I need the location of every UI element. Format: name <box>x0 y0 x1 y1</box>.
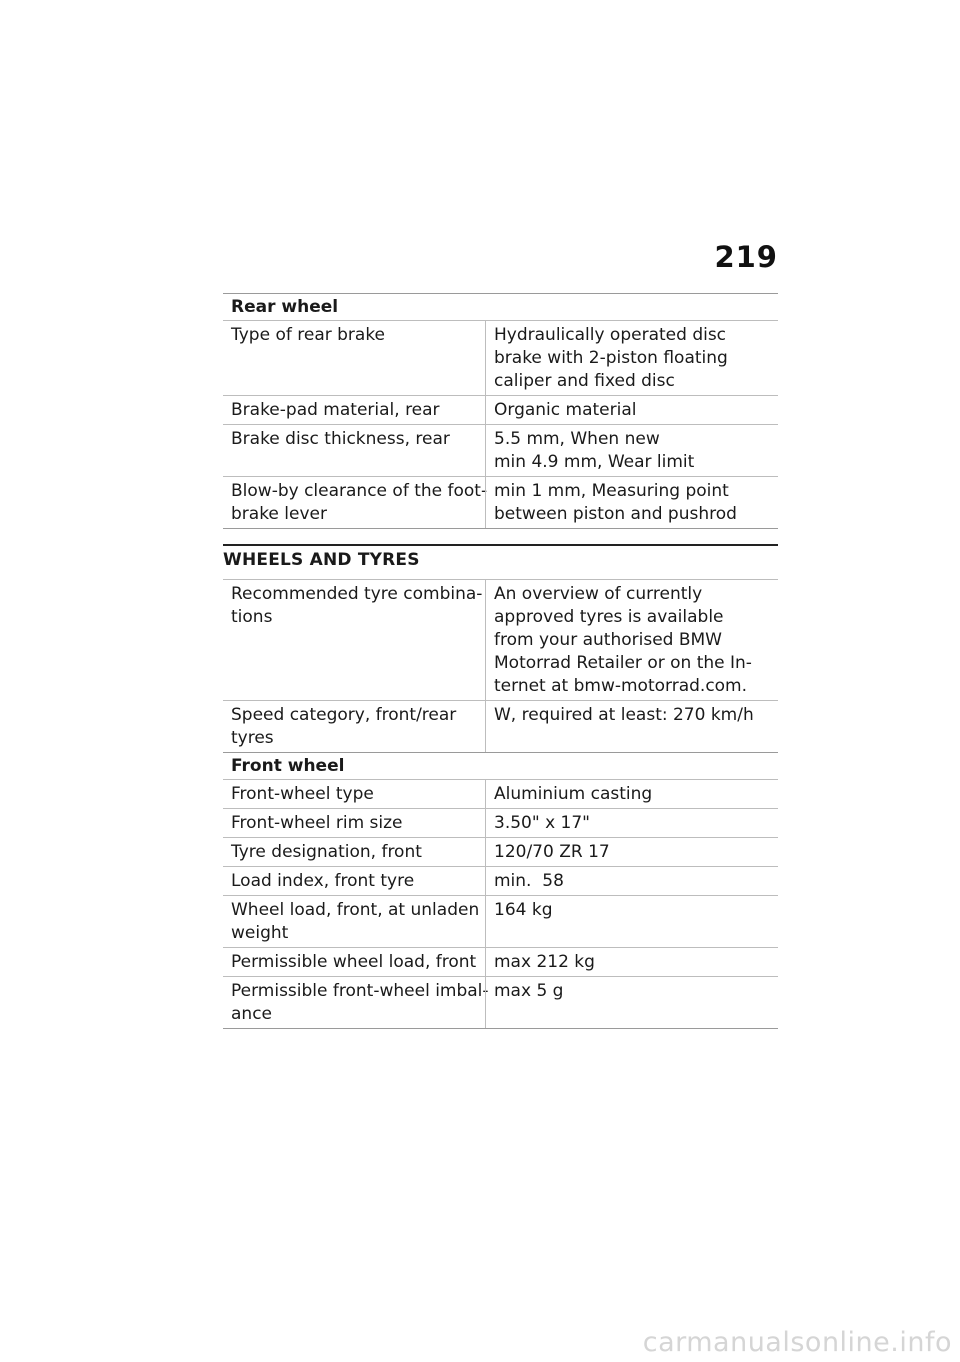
watermark: carmanualsonline.info <box>642 1327 952 1358</box>
table-row <box>223 700 778 752</box>
table-subheading-row <box>223 752 778 779</box>
table-row <box>223 976 778 1029</box>
rear-wheel-table <box>223 293 778 529</box>
table-row <box>223 895 778 947</box>
table-row <box>223 395 778 424</box>
spec-label: Brake disc thickness, rear <box>231 429 450 449</box>
spec-label: Front-wheel type <box>231 784 374 804</box>
document-content <box>223 293 778 1029</box>
spec-value: An overview of currently approved tyres is available from your authorised BMW Motorrad Retailer or on the In- ternet at bmw-motorrad.com. <box>485 580 778 700</box>
rear-wheel-heading: Rear wheel <box>231 297 339 317</box>
spec-label: Load index, front tyre <box>231 871 415 891</box>
spec-value: max 5 g <box>485 977 778 1028</box>
table-row <box>223 866 778 895</box>
spec-value: Organic material <box>485 396 778 424</box>
table-subheading-row <box>223 293 778 320</box>
spec-label: Type of rear brake <box>231 325 386 345</box>
table-row <box>223 947 778 976</box>
table-row <box>223 779 778 808</box>
table-row <box>223 808 778 837</box>
spec-value: 120/70 ZR 17 <box>485 838 778 866</box>
spec-label: Brake-pad material, rear <box>231 400 440 420</box>
spec-value: 5.5 mm, When new min 4.9 mm, Wear limit <box>485 425 778 476</box>
table-row <box>223 579 778 700</box>
spec-value: min 1 mm, Measuring point between piston and pushrod <box>485 477 778 528</box>
spec-value: max 212 kg <box>485 948 778 976</box>
spec-value: Aluminium casting <box>485 780 778 808</box>
page-number: 219 <box>714 240 778 274</box>
spec-label: Blow-by clearance of the foot- brake lever <box>231 481 488 524</box>
spec-label: Front-wheel rim size <box>231 813 403 833</box>
table-row <box>223 476 778 529</box>
spec-value: min. 58 <box>485 867 778 895</box>
spec-value: 164 kg <box>485 896 778 947</box>
spec-value: W, required at least: 270 km/h <box>485 701 778 752</box>
table-row <box>223 837 778 866</box>
spec-label: Tyre designation, front <box>231 842 422 862</box>
spec-label: Permissible front-wheel imbal- ance <box>231 981 489 1024</box>
table-row <box>223 320 778 395</box>
table-row <box>223 424 778 476</box>
spec-label: Wheel load, front, at unladen weight <box>231 900 480 943</box>
spec-label: Permissible wheel load, front <box>231 952 477 972</box>
spec-label: Recommended tyre combina- tions <box>231 584 483 627</box>
wheels-tyres-table <box>223 579 778 1029</box>
section-title: WHEELS AND TYRES <box>223 544 778 579</box>
spec-value: 3.50" x 17" <box>485 809 778 837</box>
spec-value: Hydraulically operated disc brake with 2-piston floating caliper and fixed disc <box>485 321 778 395</box>
spec-label: Speed category, front/rear tyres <box>231 705 457 748</box>
front-wheel-heading: Front wheel <box>231 756 345 776</box>
